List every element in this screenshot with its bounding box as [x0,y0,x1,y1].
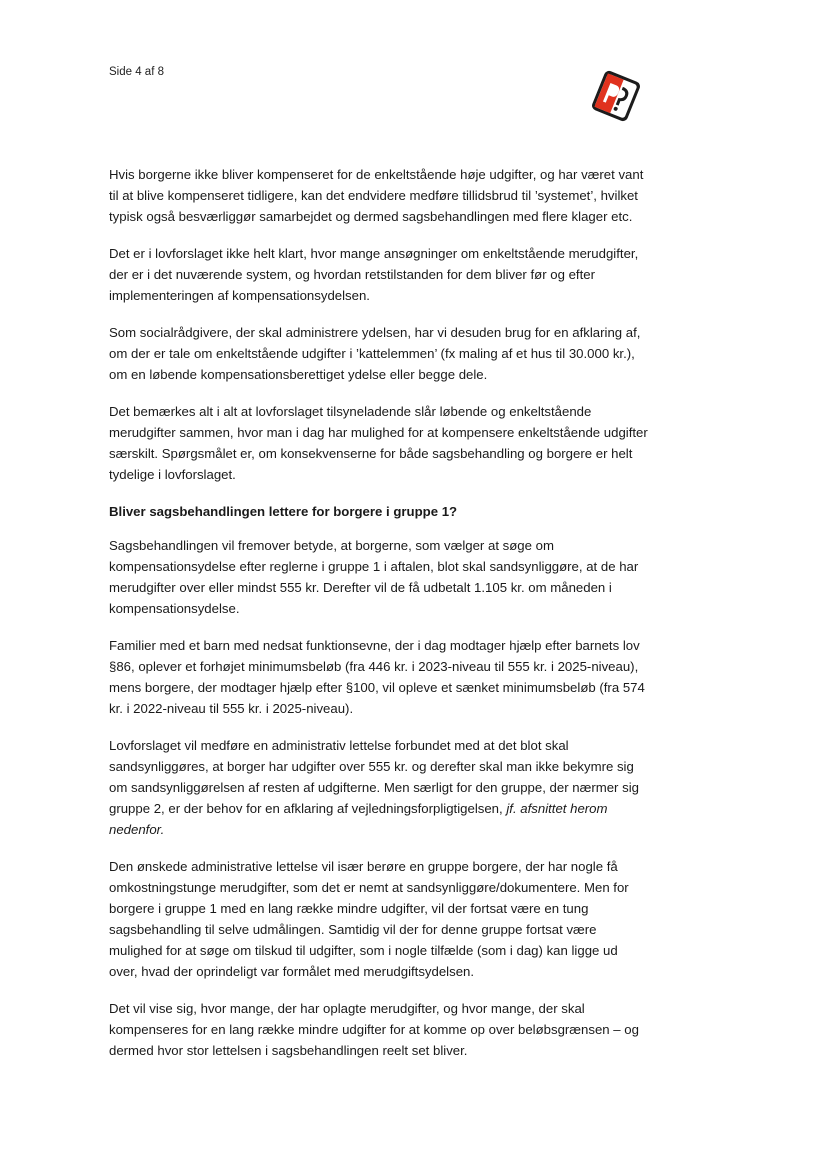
paragraph-families-minimum: Familier med et barn med nedsat funktionsevne, der i dag modtager hjælp efter barnets lov §86, oplever et forhøjet minimumsbeløb (fra 446 kr. i 2023-niveau til 555 kr. i 2025-niveau), mens borgere, der modtager hjælp efter §100, vil opleve et sænket minimumsbeløb (fra 574 kr. i 2022-niveau til 555 kr. i 2025-niveau). [109,638,645,716]
paragraph-applications-unclear: Det er i lovforslaget ikke helt klart, hvor mange ansøgninger om enkeltstående merudgifter, der er i det nuværende system, og hvordan retstilstanden for dem bliver før og efter implementeringen af kompensationsydelsen. [109,246,639,303]
paragraph-administrative-relief [109,735,649,840]
section-reference: jf. afsnittet herom nedenfor. [109,801,608,837]
paragraph-desired-relief: Den ønskede administrative lettelse vil især berøre en gruppe borgere, der har nogle få omkostningstunge merudgifter, som det er nemt at sandsynliggøre/dokumentere. Men for borgere i gruppe 1 med en lang række mindre udgifter, vil der fortsat være en tung sagsbehandling til selve udmålingen. Samtidig vil der for denne gruppe fortsat være mulighed for at søge om tilskud til udgifter, som i nogle tilfælde (som i dag) kan ligge ud over, hvad der oprindeligt var formålet med merudgiftsydelsen. [109,859,629,979]
paragraph-compensation-trust: Hvis borgerne ikke bliver kompenseret for de enkeltstående høje udgifter, og har været vant til at blive kompenseret tidligere, kan det endvidere medføre tillidsbrud til ’systemet’, hvilket typisk også besværliggør samarbejdet og dermed sagsbehandlingen med flere klager etc. [109,167,644,224]
paragraph-outcome: Det vil vise sig, hvor mange, der har oplagte merudgifter, og hvor mange, der skal kompenseres for en lang række mindre udgifter for at komme op over beløbsgrænsen – og dermed hvor stor lettelsen i sagsbehandlingen reelt set bliver. [109,1001,639,1058]
section-heading: Bliver sagsbehandlingen lettere for borgere i gruppe 1? [109,504,458,519]
page-number: Side 4 af 8 [109,66,164,78]
document-body [109,164,649,1077]
organization-logo [586,68,646,124]
paragraph-merged-expenses: Det bemærkes alt i alt at lovforslaget tilsyneladende slår løbende og enkeltstående merudgifter sammen, hvor man i dag har mulighed for at kompensere enkeltstående udgifter særskilt. Spørgsmålet er, om konsekvenserne for både sagsbehandling og borgere er helt tydelige i lovforslaget. [109,404,648,482]
paragraph-text: Lovforslaget vil medføre en administrativ lettelse forbundet med at det blot skal sandsynliggøres, at borger har udgifter over 555 kr. og derefter skal man ikke bekymre sig om sandsynliggørelsen af resten af udgifterne. Men særligt for den gruppe, der nærmer sig gruppe 2, er der behov for en afklaring af vejledningsforpligtigelsen, [109,738,639,816]
paragraph-clarification-needed: Som socialrådgivere, der skal administrere ydelsen, har vi desuden brug for en afklaring af, om der er tale om enkeltstående udgifter i ’kattelemmen’ (fx maling af et hus til 30.000 kr.), om en løbende kompensationsberettiget ydelse eller begge dele. [109,325,641,382]
paragraph-case-processing: Sagsbehandlingen vil fremover betyde, at borgerne, som vælger at søge om kompensationsydelse efter reglerne i gruppe 1 i aftalen, blot skal sandsynliggøre, at de har merudgifter over eller mindst 555 kr. Derefter vil de få udbetalt 1.105 kr. om måneden i kompensationsydelse. [109,538,639,616]
